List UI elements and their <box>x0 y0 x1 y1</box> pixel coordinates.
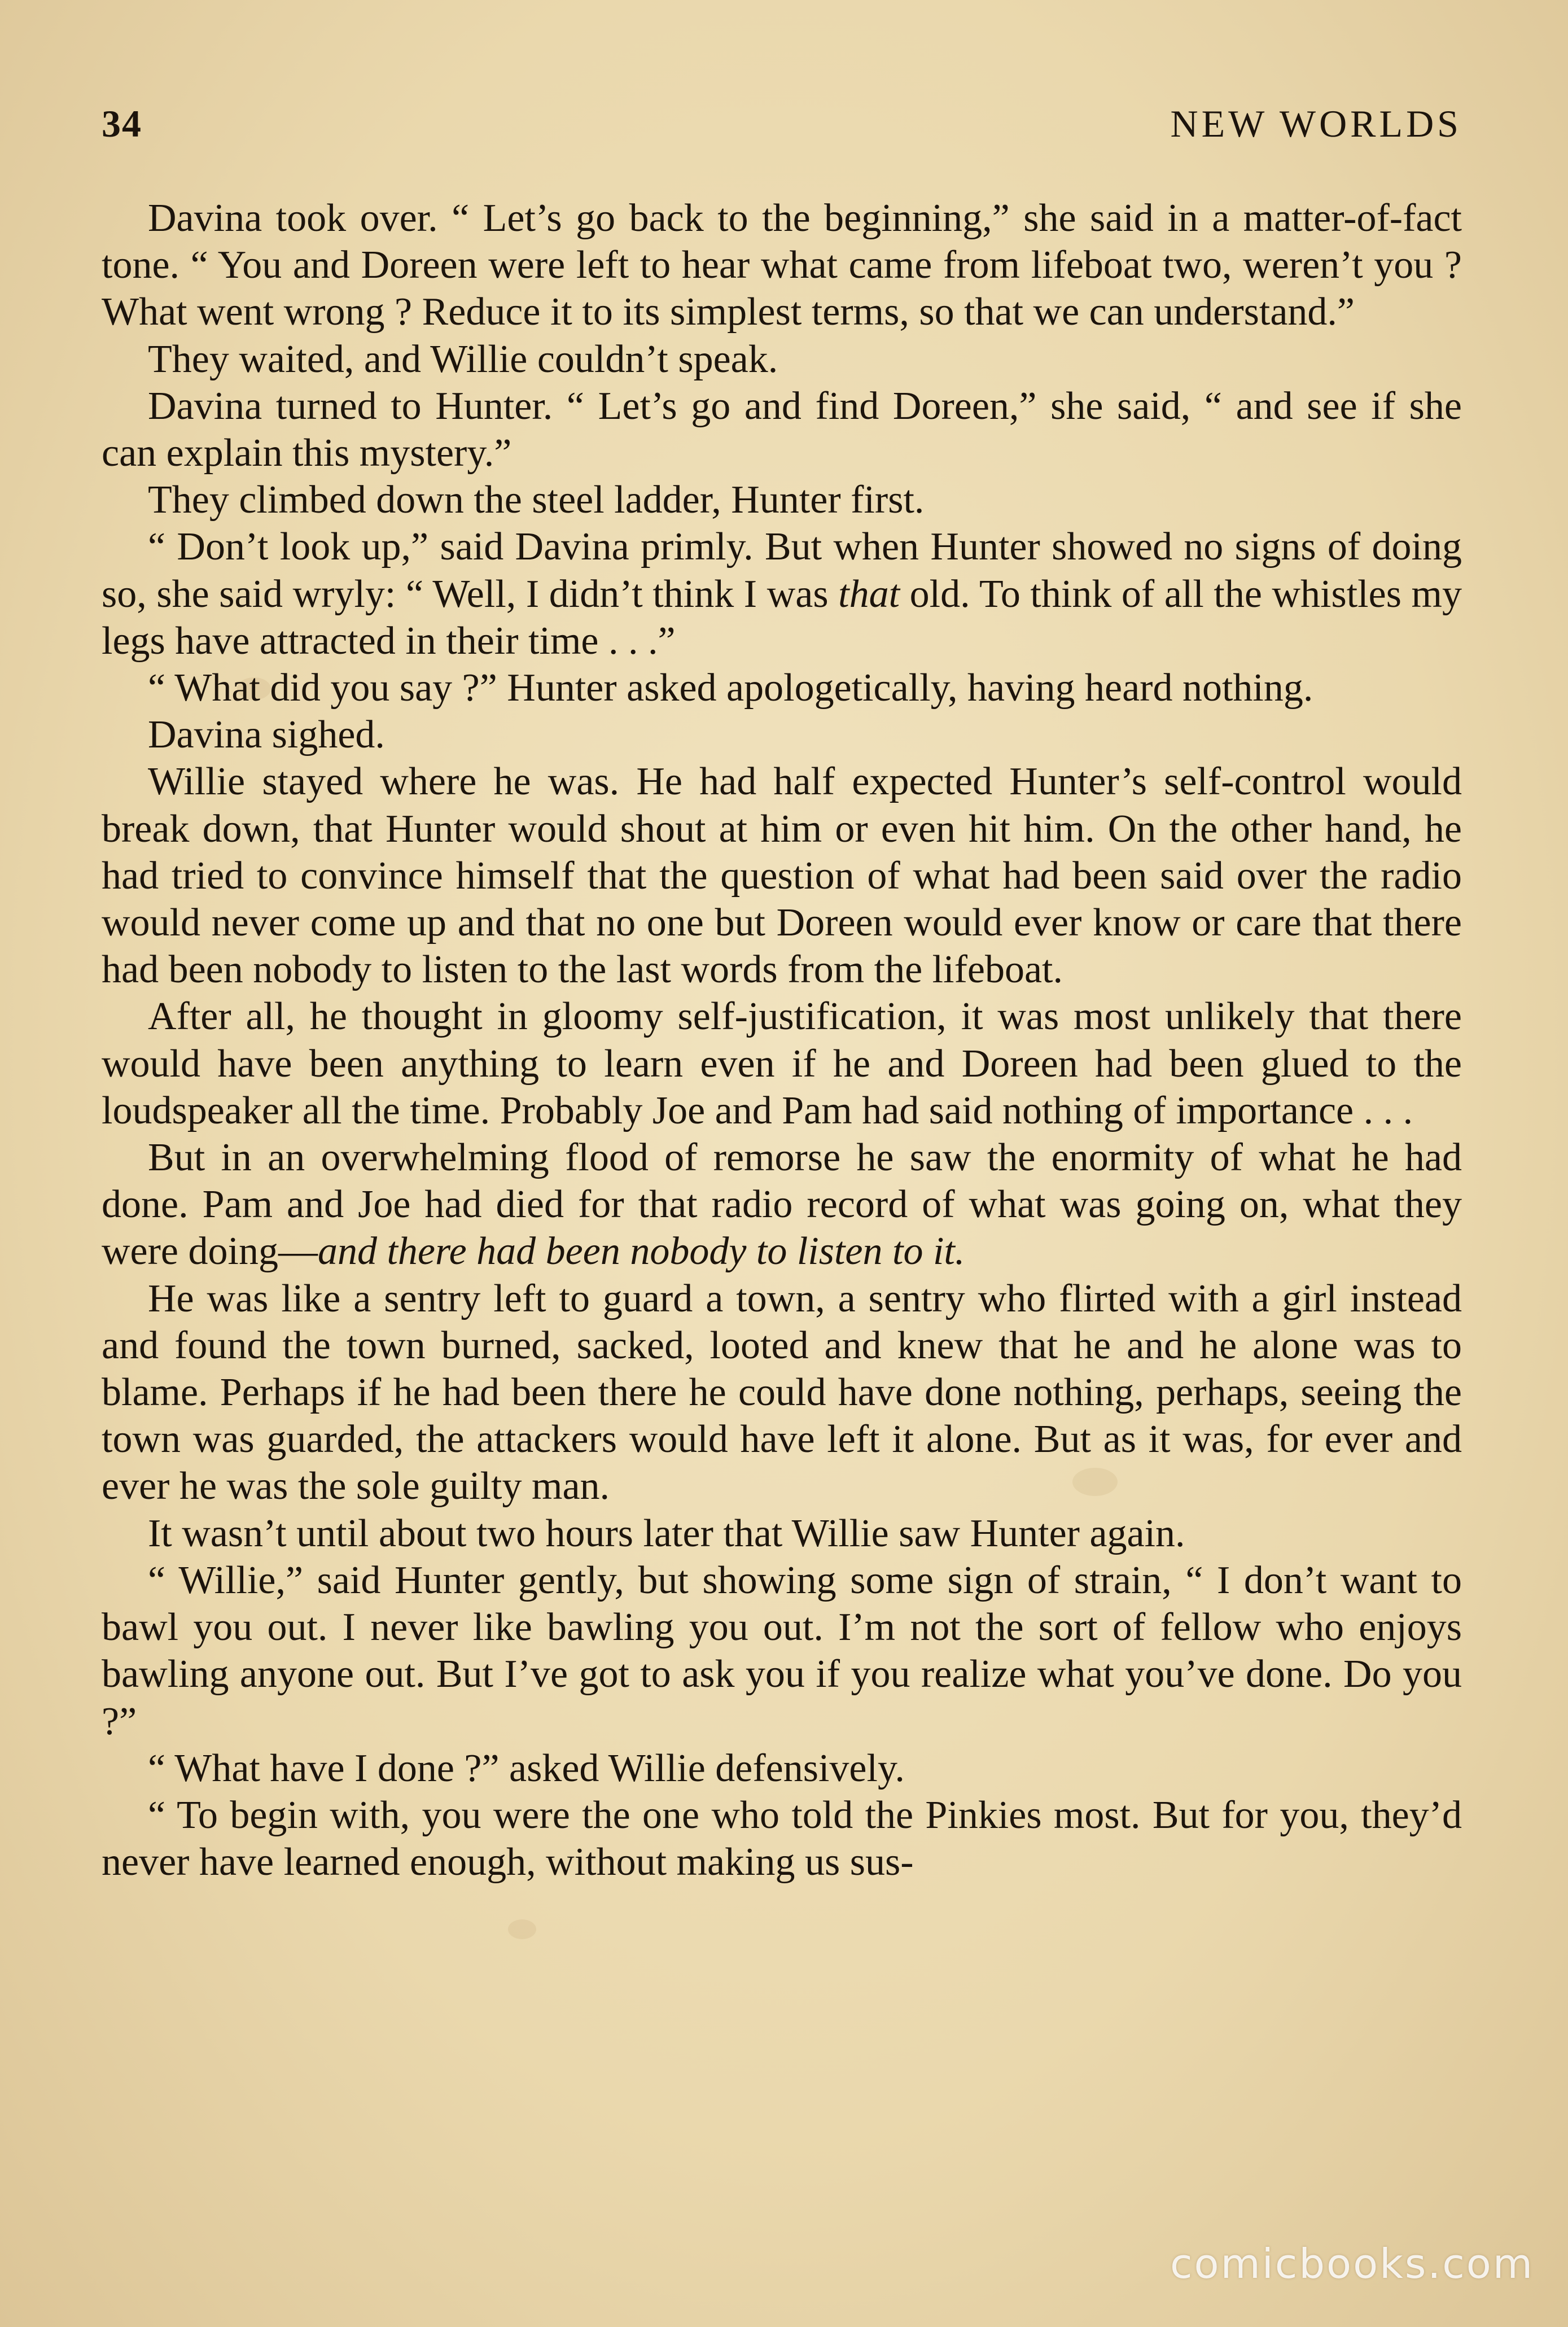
paragraph: They climbed down the steel ladder, Hunter first. <box>148 478 925 522</box>
paragraph: “ Don’t look up,” said Davina primly. But when Hunter showed no signs of doing so, she said wryly: “ Well, I didn’t think I was that old. To think of all the whistles my legs have attracted in their time . . .” <box>102 525 1462 663</box>
running-head: NEW WORLDS <box>1170 102 1462 145</box>
paragraph: Davina sighed. <box>148 713 385 757</box>
page-header <box>102 102 1462 158</box>
body-text <box>102 195 1462 1886</box>
paragraph: “ What have I done ?” asked Willie defensively. <box>148 1746 905 1790</box>
paragraph: They waited, and Willie couldn’t speak. <box>148 337 778 381</box>
italic-emphasis: that <box>838 572 900 616</box>
paper-stain <box>508 1919 536 1939</box>
paragraph: After all, he thought in gloomy self-justification, it was most unlikely that there would have been anything to learn even if he and Doreen had been glued to the loudspeaker all the time. Probably Joe and Pam had said nothing of importance . . . <box>102 995 1462 1132</box>
paragraph: It wasn’t until about two hours later that Willie saw Hunter again. <box>148 1511 1185 1555</box>
paragraph: Davina took over. “ Let’s go back to the beginning,” she said in a matter-of-fact tone. “ You and Doreen were left to hear what came from lifeboat two, weren’t you ? What went wrong ? Reduce it to its simplest terms, so that we can understand.” <box>102 196 1462 334</box>
watermark: comicbooks.com <box>1170 2240 1534 2287</box>
paragraph: Willie stayed where he was. He had half expected Hunter’s self-control would break down, that Hunter would shout at him or even hit him. On the other hand, he had tried to convince himself that the question of what had been said over the radio would never come up and that no one but Doreen would ever know or care that there had been nobody to listen to the last words from the lifeboat. <box>102 760 1462 992</box>
paragraph: He was like a sentry left to guard a town, a sentry who flirted with a girl instead and found the town burned, sacked, looted and knew that he and he alone was to blame. Perhaps if he had been there he could have done nothing, perhaps, seeing the town was guarded, the attackers would have left it alone. But as it was, for ever and ever he was the sole guilty man. <box>102 1276 1462 1508</box>
paragraph: “ What did you say ?” Hunter asked apologetically, having heard nothing. <box>148 666 1313 710</box>
paragraph: Davina turned to Hunter. “ Let’s go and find Doreen,” she said, “ and see if she can explain this mystery.” <box>102 384 1462 475</box>
paragraph: “ Willie,” said Hunter gently, but showing some sign of strain, “ I don’t want to bawl you out. I never like bawling you out. I’m not the sort of fellow who enjoys bawling anyone out. But I’ve got to ask you if you realize what you’ve done. Do you ?” <box>102 1558 1462 1743</box>
italic-emphasis: and there had been nobody to listen to it. <box>317 1230 965 1274</box>
paragraph: But in an overwhelming flood of remorse he saw the enormity of what he had done. Pam and Joe had died for that radio record of what was going on, what they were doing—and there had been nobody to listen to it. <box>102 1136 1462 1274</box>
page-number: 34 <box>102 102 142 145</box>
paragraph: “ To begin with, you were the one who told the Pinkies most. But for you, they’d never have learned enough, without making us sus- <box>102 1793 1462 1884</box>
